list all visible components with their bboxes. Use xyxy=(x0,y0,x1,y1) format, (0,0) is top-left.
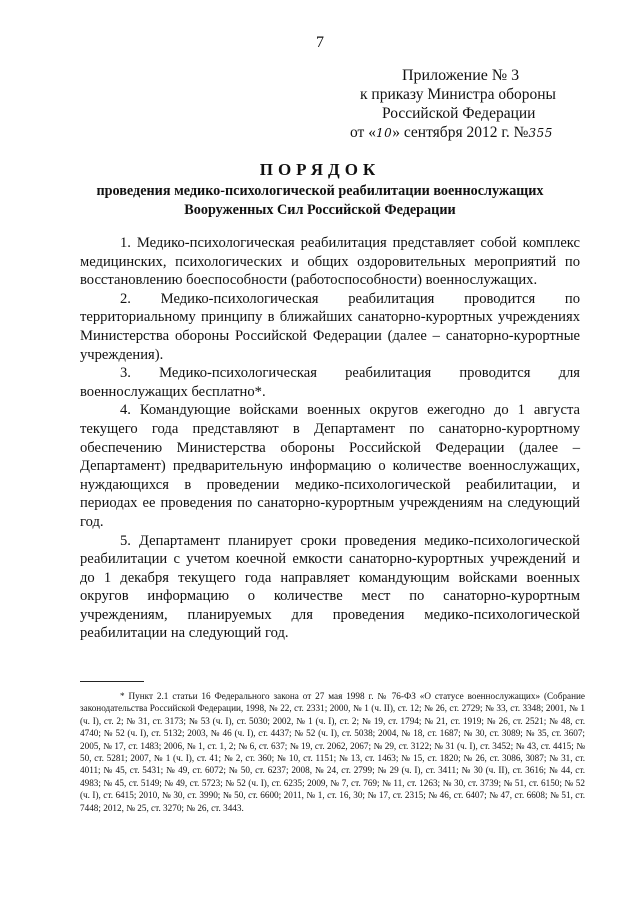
appendix-country: Российской Федерации xyxy=(382,105,536,122)
date-prefix: от « xyxy=(350,124,376,141)
paragraph-5: 5. Департамент планирует сроки проведения медико-психологической реабилитации с учетом коечной емкости санаторно-курортных учреждений и до 1 декабря текущего года направляет командующим войсками военных округов информацию о количестве мест по санаторно-курортным учреждениям, планируемых для проведения медико-психологической реабилитации на следующий год. xyxy=(80,532,580,642)
document-title: ПОРЯДОК xyxy=(259,160,381,179)
appendix-order-ref: к приказу Министра обороны xyxy=(360,86,556,103)
document-subtitle: проведения медико-психологической реабилитации военнослужащих Вооруженных Сил Российской Федерации xyxy=(96,183,544,218)
date-suffix: » сентября 2012 г. № xyxy=(392,124,529,141)
footnote xyxy=(80,690,585,814)
paragraph-4: 4. Командующие войсками военных округов ежегодно до 1 августа текущего года представляют в Департамент по санаторно-курортному обеспечению Министерства обороны Российской Федерации (далее – Департамент) предварительную информацию о количестве военнослужащих, нуждающихся в проведении медико-психологической реабилитации, и периодах ее проведения по санаторно-курортным учреждениям на следующий год. xyxy=(80,402,580,530)
page-number: 7 xyxy=(316,34,324,51)
paragraph-2: 2. Медико-психологическая реабилитация проводится по территориальному принципу в ближайших санаторно-курортных учреждениях Министерства обороны Российской Федерации (далее – санаторно-курортные учреждения). xyxy=(80,290,580,363)
handwritten-order-number: 355 xyxy=(528,126,553,140)
paragraph-3: 3. Медико-психологическая реабилитация проводится для военнослужащих бесплатно*. xyxy=(80,365,580,400)
footnote-divider xyxy=(80,681,144,682)
document-body xyxy=(80,234,580,643)
appendix-header xyxy=(350,66,610,143)
appendix-date xyxy=(350,123,610,143)
footnote-text: * Пункт 2.1 статьи 16 Федерального закона от 27 мая 1998 г. № 76-ФЗ «О статусе военнослужащих» (Собрание законодательства Российской Федерации, 1998, № 22, ст. 2331; 2000, № 1 (ч. II), ст. 12; № 26, ст. 2729; № 33, ст. 3348; 2001, № 1 (ч. I), ст. 2; № 31, ст. 3173; № 53 (ч. I), ст. 5030; 2002, № 1 (ч. I), ст. 2; № 19, ст. 1794; № 21, ст. 1919; № 26, ст. 2521; № 48, ст. 4740; № 52 (ч. I), ст. 5132; 2003, № 46 (ч. I), ст. 4437; № 52 (ч. I), ст. 5038; 2004, № 18, ст. 1687; № 30, ст. 3089; № 35, ст. 3607; 2005, № 17, ст. 1483; 2006, № 1, ст. 1, 2; № 6, ст. 637; № 19, ст. 2062, 2067; № 29, ст. 3122; № 31 (ч. I), ст. 3452; № 43, ст. 4415; № 50, ст. 5281; 2007, № 1 (ч. I), ст. 41; № 2, ст. 360; № 10, ст. 1151; № 13, ст. 1463; № 15, ст. 1820; № 26, ст. 3086, 3087; № 31, ст. 4011; № 45, ст. 5431; № 49, ст. 6072; № 50, ст. 6237; 2008, № 24, ст. 2799; № 29 (ч. I), ст. 3411; № 30 (ч. II), ст. 3616; № 44, ст. 4983; № 45, ст. 5149; № 49, ст. 5723; № 52 (ч. I), ст. 6235; 2009, № 7, ст. 769; № 11, ст. 1263; № 30, ст. 3739; № 51, ст. 6150; № 52 (ч. I), ст. 6415; 2010, № 30, ст. 3990; № 50, ст. 6600; 2011, № 1, ст. 16, 30; № 17, ст. 2315; № 46, ст. 6407; № 47, ст. 6608; № 51, ст. 7448; 2012, № 25, ст. 3270; № 26, ст. 3443. xyxy=(80,691,585,813)
handwritten-day: 10 xyxy=(375,126,393,140)
paragraph-1: 1. Медико-психологическая реабилитация представляет собой комплекс медицинских, психологических и общих оздоровительных мероприятий по восстановлению боеспособности (работоспособности) военнослужащих. xyxy=(80,235,580,289)
appendix-number: Приложение № 3 xyxy=(402,67,520,84)
